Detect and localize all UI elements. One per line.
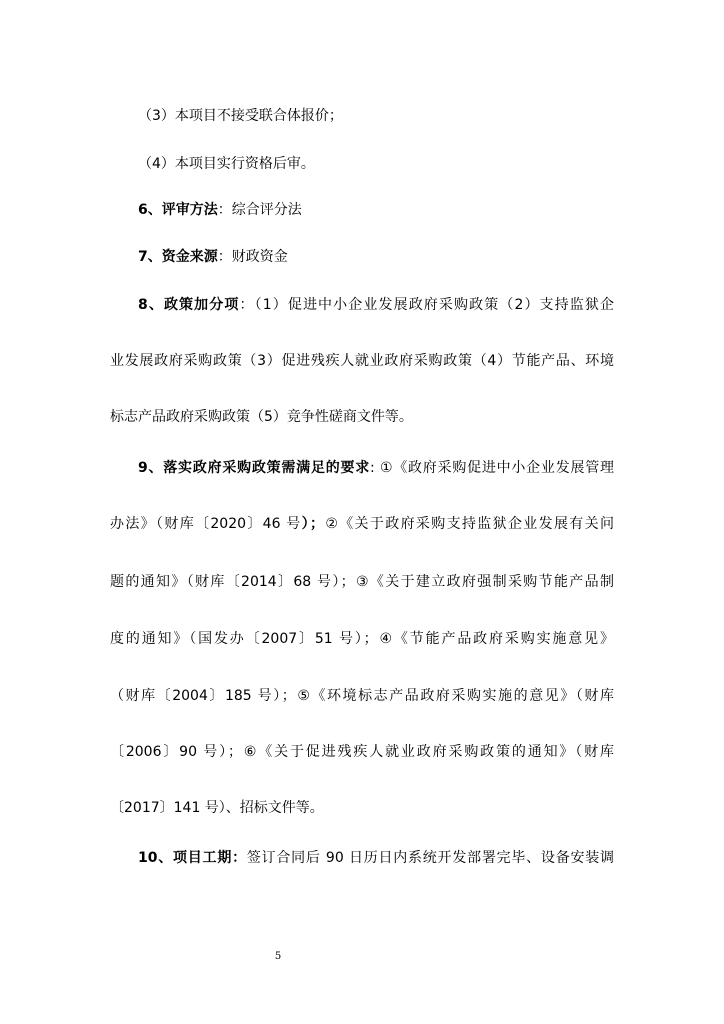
line-text: （财库〔2004〕185 号）；⑤《环境标志产品政府采购实施的意见》（财库 [110, 688, 614, 704]
paragraph-line-4 [138, 154, 315, 174]
section-funding-source [138, 247, 288, 267]
bold-punctuation: ）； [301, 516, 324, 532]
section-heading: 6、评审方法 [138, 202, 218, 218]
paragraph-continuation [110, 686, 614, 706]
paragraph-continuation [110, 514, 614, 534]
section-policy-bonus [138, 295, 614, 315]
paragraph-continuation [110, 798, 324, 818]
paragraph-continuation [110, 629, 614, 649]
line-text: （4）本项目实行资格后审。 [138, 156, 315, 172]
section-value: ：（1）促进中小企业发展政府采购政策（2）支持监狱企 [239, 297, 614, 313]
paragraph-continuation [110, 572, 614, 592]
line-text: 〔2006〕90 号）；⑥《关于促进残疾人就业政府采购政策的通知》（财库 [110, 744, 614, 760]
line-text: 〔2017〕141 号）、招标文件等。 [110, 800, 324, 816]
section-project-duration [138, 848, 614, 868]
line-text: ②《关于政府采购支持监狱企业发展有关问 [323, 516, 614, 532]
paragraph-continuation [110, 742, 614, 762]
line-text: 度的通知》（国发办〔2007〕51 号）；④《节能产品政府采购实施意见》 [110, 631, 614, 647]
line-text: 业发展政府采购政策（3）促进残疾人就业政府采购政策（4）节能产品、环境 [110, 353, 614, 369]
section-value: 签订合同后 90 日历日内系统开发部署完毕、设备安装调 [246, 850, 614, 866]
section-evaluation-method [138, 200, 302, 220]
section-value: : ①《政府采购促进中小企业发展管理 [370, 460, 614, 476]
paragraph-continuation [110, 351, 614, 371]
section-policy-requirements [138, 458, 614, 478]
section-heading: 7、资金来源 [138, 249, 218, 265]
paragraph-line-3 [138, 106, 343, 126]
section-value: ：财政资金 [217, 249, 288, 265]
page-number: 5 [274, 951, 282, 962]
line-text: 办法》（财库〔2020〕46 号 [110, 516, 302, 532]
line-text: 题的通知》（财库〔2014〕68 号）；③《关于建立政府强制采购节能产品制 [110, 574, 614, 590]
section-heading: 10、项目工期： [138, 850, 247, 866]
section-heading: 9、落实政府采购政策需满足的要求 [138, 460, 371, 476]
line-text: （3）本项目不接受联合体报价； [138, 108, 343, 124]
line-text: 标志产品政府采购政策（5）竞争性磋商文件等。 [110, 409, 413, 425]
paragraph-continuation [110, 407, 413, 427]
section-heading: 8、政策加分项 [138, 297, 240, 313]
section-value: ：综合评分法 [217, 202, 302, 218]
